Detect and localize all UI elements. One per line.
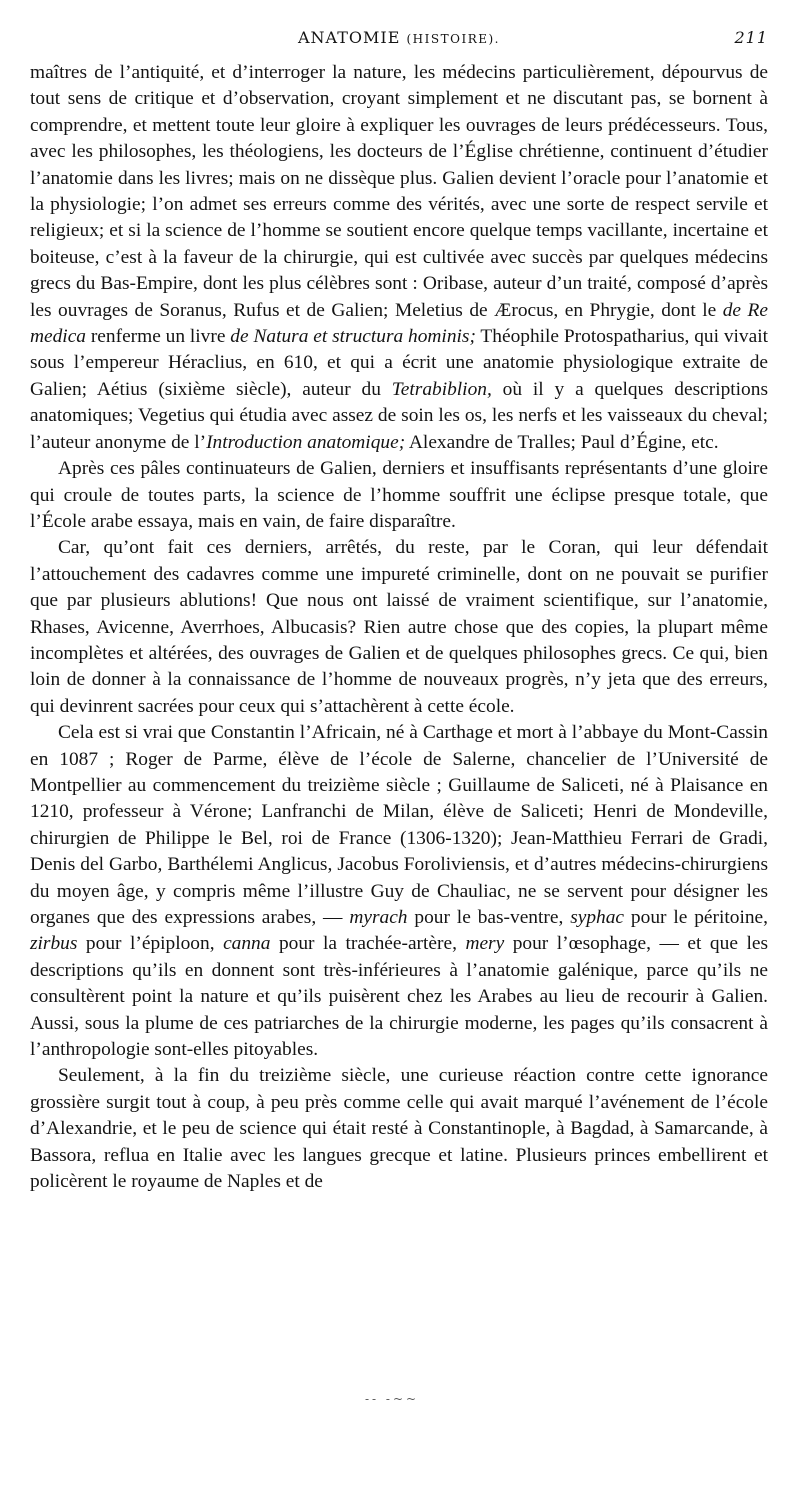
italic-term: zirbus xyxy=(30,933,78,955)
page-header-title xyxy=(30,28,768,47)
text-run: pour le péritoine, xyxy=(624,907,769,928)
paragraph xyxy=(30,60,768,456)
italic-term: syphac xyxy=(570,907,625,928)
header-subtitle: (HISTOIRE). xyxy=(406,32,500,46)
text-run: pour l’épiploon, xyxy=(77,933,224,955)
book-page xyxy=(30,28,768,1195)
header-title: ANATOMIE xyxy=(298,28,401,47)
text-run: où il y a quelques descriptions anatomiques; Vegetius qui étudia avec assez de soin les os, les nerfs et les vaisseaux du cheval; l’auteur anonyme de l’ xyxy=(30,378,768,453)
page-number: 211 xyxy=(734,28,768,47)
paragraph xyxy=(30,535,768,720)
paragraph xyxy=(30,720,768,1063)
italic-term: Introduction anatomique; xyxy=(206,431,406,453)
text-run: renferme un livre xyxy=(86,326,231,348)
italic-term: canna xyxy=(223,933,271,955)
text-run: pour la trachée-artère, xyxy=(270,933,466,955)
paragraph xyxy=(30,1063,768,1195)
italic-term: mery xyxy=(465,933,505,955)
text-run: pour l’œsophage, — et que les descriptions qu’ils en donnent sont très-inférieures à l’anatomie galénique, parce qu’ils ne consultèrent point la nature et qu’ils puisèrent chez les Arabes au lieu de recourir à Galien. Aussi, sous la plume de ces patriarches de la chirurgie moderne, les pages qu’ils consacrent à l’anthropologie sont-elles pitoyables. xyxy=(30,933,768,1061)
text-run: Seulement, à la fin du treizième siècle, une curieuse réaction contre cette ignorance grossière surgit tout à coup, à peu près comme celle qui avait marqué l’avénement de l’école d’Alexandrie, et le peu de science qui était resté à Constantinople, à Bagdad, à Samarcande, à Bassora, reflua en Italie avec les langues grecque et latine. Plusieurs princes embellirent et policèrent le royaume de Naples et de xyxy=(30,1065,768,1193)
text-run: maîtres de l’antiquité, et d’interroger la nature, les médecins particulièrement, dépourvus de tout sens de critique et d’observation, croyant simplement et ne discutant pas, se bornent à comprendre, et mettent toute leur gloire à expliquer les ouvrages de leurs prédécesseurs. Tous, avec les philosophes, les théologiens, les docteurs de l’Église chrétienne, continuent d’étudier l’anatomie dans les livres; mais on ne dissèque plus. Galien devient l’oracle pour l’anatomie et la physiologie; l’on admet ses erreurs comme des vérités, avec une sorte de respect servile et religieux; et si la science de l’homme se soutient encore quelque temps vacillante, incertaine et boiteuse, c’est à la faveur de la chirurgie, qui est cultivée avec succès par quelques médecins grecs du Bas-Empire, dont les plus célèbres sont : Oribase, auteur d’un traité, composé d’après les ouvrages de Soranus, Rufus et de Galien; Meletius de Ærocus, en Phrygie, dont le xyxy=(30,62,768,321)
text-run: Alexandre de Tralles; Paul d’Égine, etc. xyxy=(405,431,719,453)
italic-term: Tetrabiblion, xyxy=(391,378,492,400)
italic-term: de Natura et structura hominis; xyxy=(230,326,476,348)
printer-mark: -- -~~ xyxy=(365,1392,420,1406)
text-run: Car, qu’ont fait ces derniers, arrêtés, du reste, par le Coran, qui leur défendait l’attouchement des cadavres comme une impureté criminelle, dont on ne pouvait se purifier que par plusieurs ablutions! Que nous ont laissé de vraiment scientifique, sur l’anatomie, Rhases, Avicenne, Averrhoes, Albucasis? Rien autre chose que des copies, la plupart même incomplètes et altérées, des ouvrages de Galien et de quelques philosophes grecs. Ce qui, bien loin de donner à la connaissance de l’homme de nouveaux progrès, n’y jeta que des erreurs, qui devinrent sacrées pour ceux qui s’attachèrent à cette école. xyxy=(30,537,768,717)
italic-term: de Re medica xyxy=(30,299,768,348)
text-run: pour le bas-ventre, xyxy=(407,907,571,928)
text-run: Théophile Protospatharius, qui vivait sous l’empereur Héraclius, en 610, et qui a écrit une anatomie physiologique extraite de Galien; Aétius (sixième siècle), auteur du xyxy=(30,326,769,400)
paragraph xyxy=(30,456,768,535)
running-header xyxy=(30,28,768,50)
text-run: Cela est si vrai que Constantin l’Africain, né à Carthage et mort à l’abbaye du Mont-Cassin en 1087 ; Roger de Parme, élève de l’école de Salerne, chancelier de l’Université de Montpellier au commencement du treizième siècle ; Guillaume de Saliceti, né à Plaisance en 1210, professeur à Vérone; Lanfranchi de Milan, élève de Saliceti; Henri de Mondeville, chirurgien de Philippe le Bel, roi de France (1306-1320); Jean-Matthieu Ferrari de Gradi, Denis del Garbo, Barthélemi Anglicus, Jacobus Foroliviensis, et d’autres médecins-chirurgiens du moyen âge, y compris même l’illustre Guy de Chauliac, ne se servent pour désigner les organes que des expressions arabes, — xyxy=(30,722,768,928)
italic-term: myrach xyxy=(349,907,408,928)
text-run: Après ces pâles continuateurs de Galien, derniers et insuffisants représentants d’une gloire qui croule de toutes parts, la science de l’homme souffrit une éclipse presque totale, que l’École arabe essaya, mais en vain, de faire disparaître. xyxy=(30,458,768,532)
body-text xyxy=(30,60,768,1195)
